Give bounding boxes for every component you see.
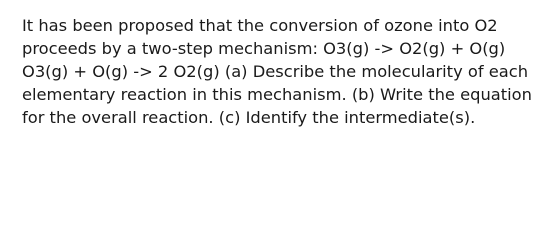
question-text: It has been proposed that the conversion of ozone into O2 proceeds by a two-step mechanism: O3(g) -> O2(g) + O(g) O3(g) + O(g) -> 2 O2(g) (a) Describe the molecularity of each elementary reaction in this mechanism. (b) Write the equation for the overall reaction. (c) Identify the intermediate(s). [22, 16, 532, 127]
